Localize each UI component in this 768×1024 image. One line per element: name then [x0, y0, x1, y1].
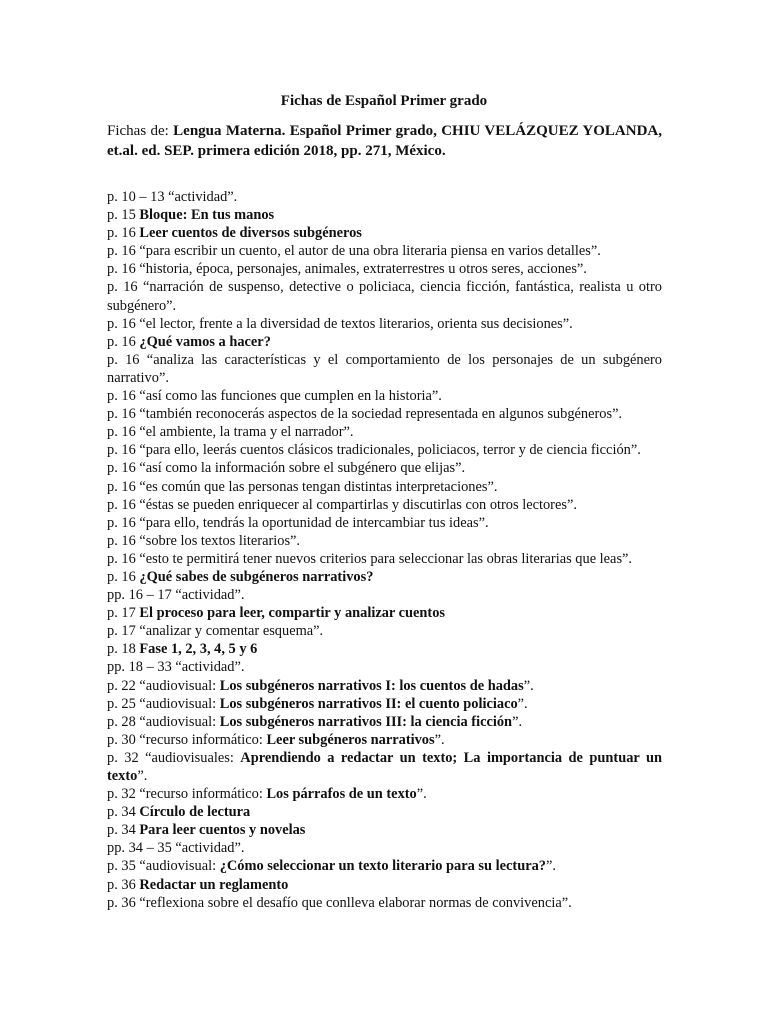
intro-paragraph [107, 121, 662, 161]
entry-text: p. 16 “el ambiente, la trama y el narrador”. [107, 424, 354, 441]
entry-bold-text: ¿Qué sabes de subgéneros narrativos? [139, 568, 374, 585]
entries-list [107, 188, 662, 912]
intro-reference: Lengua Materna. Español Primer grado, CHIU VELÁZQUEZ YOLANDA, et.al. ed. SEP. primera edición 2018, pp. 271, México. [107, 123, 662, 159]
entry-bold-text: Para leer cuentos y novelas [139, 822, 306, 839]
entry-text: p. 16 “esto te permitirá tener nuevos criterios para seleccionar las obras literarias que leas”. [107, 550, 633, 567]
entry-text: p. 34 [107, 804, 140, 821]
entry-bold-text: Los subgéneros narrativos II: el cuento policiaco [219, 695, 518, 712]
entry-bold-text: Fase 1, 2, 3, 4, 5 y 6 [139, 641, 258, 658]
entry-line [107, 260, 662, 278]
entry-line [107, 514, 662, 532]
entry-text: pp. 34 – 35 “actividad”. [107, 840, 245, 857]
entry-text: p. 16 “analiza las características y el comportamiento de los personajes de un subgénero narrativo”. [107, 351, 662, 386]
entry-text: p. 18 [107, 641, 140, 658]
entry-text: p. 16 [107, 333, 140, 350]
entry-line [107, 586, 662, 604]
entry-text: p. 17 “analizar y comentar esquema”. [107, 623, 324, 640]
entry-text: pp. 16 – 17 “actividad”. [107, 587, 245, 604]
document-title: Fichas de Español Primer grado [280, 93, 488, 109]
entry-bold-text: El proceso para leer, compartir y analizar cuentos [139, 605, 446, 622]
entry-line [107, 351, 662, 387]
entry-line [107, 550, 662, 568]
entry-line [107, 496, 662, 514]
entry-bold-text: Los subgéneros narrativos III: la ciencia ficción [219, 713, 513, 730]
entry-text: p. 16 “historia, época, personajes, animales, extraterrestres u otros seres, acciones”. [107, 261, 587, 278]
entry-suffix: ”. [137, 768, 148, 784]
entry-text: p. 34 [107, 822, 140, 839]
entry-text: p. 32 “audiovisuales: [107, 749, 241, 766]
entry-text: p. 16 “así como la información sobre el subgénero que elijas”. [107, 460, 466, 477]
entry-text: p. 16 “para escribir un cuento, el autor de una obra literaria piensa en varios detalles”. [107, 243, 601, 260]
entry-line [107, 459, 662, 477]
entry-line [107, 224, 662, 242]
entry-line [107, 695, 662, 713]
entry-line [107, 441, 662, 459]
entry-bold-text: Aprendiendo a redactar un texto; La importancia de puntuar un texto [107, 749, 662, 784]
entry-line [107, 604, 662, 622]
entry-line [107, 278, 662, 314]
entry-line [107, 206, 662, 224]
entry-text: p. 16 “para ello, leerás cuentos clásicos tradicionales, policiacos, terror y de ciencia ficción”. [107, 442, 641, 459]
entry-suffix: ”. [523, 677, 534, 694]
entry-text: p. 36 “reflexiona sobre el desafío que conlleva elaborar normas de convivencia”. [107, 894, 572, 911]
entry-text: pp. 18 – 33 “actividad”. [107, 659, 245, 676]
entry-line [107, 242, 662, 260]
entry-text: p. 16 “el lector, frente a la diversidad de textos literarios, orienta sus decisiones”. [107, 315, 573, 332]
entry-text: p. 16 “así como las funciones que cumplen en la historia”. [107, 388, 442, 405]
entry-line [107, 749, 662, 785]
entry-line [107, 333, 662, 351]
entry-bold-text: Redactar un reglamento [139, 876, 289, 893]
entry-text: p. 16 “es común que las personas tengan distintas interpretaciones”. [107, 478, 498, 495]
entry-line [107, 821, 662, 839]
entry-bold-text: Los subgéneros narrativos I: los cuentos de hadas [219, 677, 524, 694]
entry-suffix: ”. [517, 695, 528, 712]
entry-suffix: ”. [416, 786, 427, 803]
entry-line [107, 785, 662, 803]
entry-text: p. 25 “audiovisual: [107, 695, 220, 712]
entry-text: p. 30 “recurso informático: [107, 731, 267, 748]
entry-line [107, 405, 662, 423]
entry-text: p. 16 [107, 568, 140, 585]
entry-text: p. 16 [107, 225, 140, 242]
entry-bold-text: Leer cuentos de diversos subgéneros [139, 225, 362, 242]
entry-text: p. 10 – 13 “actividad”. [107, 189, 238, 205]
entry-bold-text: ¿Cómo seleccionar un texto literario para su lectura? [219, 858, 546, 875]
entry-text: p. 17 [107, 605, 140, 622]
entry-line [107, 857, 662, 875]
entry-bold-text: Círculo de lectura [139, 804, 251, 821]
entry-bold-text: Leer subgéneros narrativos [266, 731, 435, 748]
entry-line [107, 640, 662, 658]
entry-line [107, 622, 662, 640]
entry-line [107, 803, 662, 821]
entry-line [107, 876, 662, 894]
entry-text: p. 15 [107, 207, 140, 224]
entry-line [107, 731, 662, 749]
entry-line [107, 677, 662, 695]
intro-prefix: Fichas de: [107, 123, 174, 139]
entry-bold-text: Bloque: En tus manos [139, 207, 275, 224]
entry-bold-text: Los párrafos de un texto [266, 786, 417, 803]
entry-line [107, 188, 662, 206]
entry-line [107, 894, 662, 912]
entry-text: p. 22 “audiovisual: [107, 677, 220, 694]
entry-line [107, 568, 662, 586]
entry-line [107, 658, 662, 676]
entry-line [107, 315, 662, 333]
entry-text: p. 35 “audiovisual: [107, 858, 220, 875]
entry-line [107, 387, 662, 405]
entry-text: p. 16 “éstas se pueden enriquecer al compartirlas y discutirlas con otros lectores”. [107, 496, 577, 513]
entry-text: p. 28 “audiovisual: [107, 713, 220, 730]
entry-line [107, 713, 662, 731]
entry-text: p. 32 “recurso informático: [107, 786, 267, 803]
entry-line [107, 423, 662, 441]
entry-line [107, 478, 662, 496]
entry-suffix: ”. [545, 858, 556, 875]
entry-line [107, 839, 662, 857]
entry-suffix: ”. [434, 731, 445, 748]
entry-bold-text: ¿Qué vamos a hacer? [139, 333, 271, 350]
entry-line [107, 532, 662, 550]
entry-suffix: ”. [512, 713, 523, 730]
entry-text: p. 16 “también reconocerás aspectos de la sociedad representada en algunos subgéneros”. [107, 406, 623, 423]
entry-text: p. 36 [107, 876, 140, 893]
entry-text: p. 16 “narración de suspenso, detective o policiaca, ciencia ficción, fantástica, realista u otro subgénero”. [107, 279, 662, 314]
entry-text: p. 16 “sobre los textos literarios”. [107, 532, 301, 549]
entry-text: p. 16 “para ello, tendrás la oportunidad de intercambiar tus ideas”. [107, 514, 489, 531]
